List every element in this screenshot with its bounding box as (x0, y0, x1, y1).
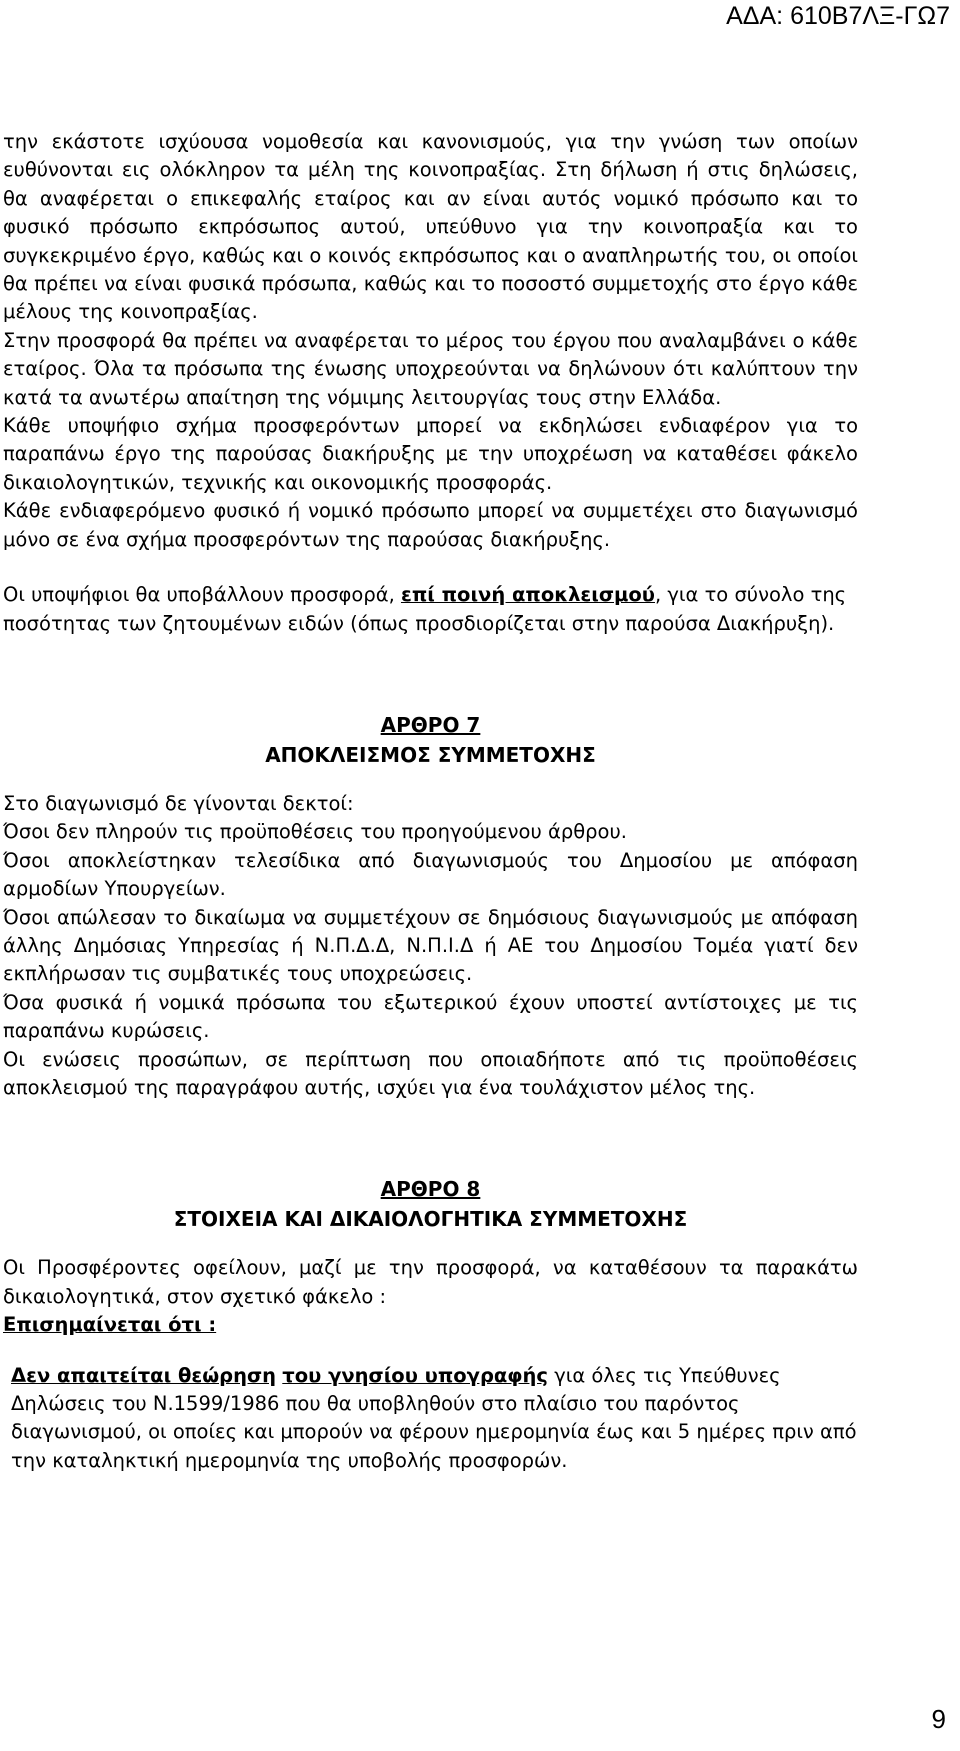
note-rest: για όλες τις Υπεύθυνες Δηλώσεις του Ν.1599/1986 που θα υποβληθούν στο πλαίσιο του παρόντος διαγωνισμού, οι οποίες και μπορούν να φέρουν ημερομηνία έως και 5 ημέρες πριν από την καταληκτική ημερομηνία της υποβολής προσφορών. (11, 1363, 857, 1472)
paragraph-partner-share: Στην προσφορά θα πρέπει να αναφέρεται το μέρος του έργου που αναλαμβάνει ο κάθε εταίρος. Όλα τα πρόσωπα της ένωσης υποχρεούνται να δηλώνουν ότι καλύπτουν την κατά τα ανωτέρω απαίτηση της νόμιμης λειτουργίας τους στην Ελλάδα. (3, 328, 858, 409)
note-signature: του γνησίου υπογραφής (282, 1363, 548, 1387)
page-number: 9 (931, 1704, 946, 1734)
note-no-certification: Δεν απαιτείται θεώρηση (11, 1363, 277, 1387)
article-8-note (3, 1362, 858, 1476)
paragraph-full-quantity (3, 581, 858, 638)
article-7-item: Όσοι αποκλείστηκαν τελεσίδικα από διαγωνισμούς του Δημοσίου με απόφαση αρμοδίων Υπουργείων. (3, 848, 858, 901)
article-8-notice: Επισημαίνεται ότι : (3, 1313, 217, 1337)
article-7-item: Όσοι δεν πληρούν τις προϋποθέσεις του προηγούμενου άρθρου. (3, 820, 627, 844)
article-7-intro: Στο διαγωνισμό δε γίνονται δεκτοί: (3, 791, 354, 815)
article-7-item: Όσα φυσικά ή νομικά πρόσωπα του εξωτερικού έχουν υποστεί αντίστοιχες με τις παραπάνω κυρώσεις. (3, 990, 858, 1043)
para5-after: , για το σύνολο της ποσότητας των ζητουμένων ειδών (όπως προσδιορίζεται στην παρούσα Διακήρυξη). (3, 583, 847, 635)
document-body (3, 128, 858, 1475)
para5-before: Οι υποψήφιοι θα υποβάλλουν προσφορά, (3, 583, 401, 607)
article-7-heading (3, 710, 858, 770)
para5-emphasis: επί ποινή αποκλεισμού (400, 583, 655, 607)
paragraph-candidate-scheme: Κάθε υποψήφιο σχήμα προσφερόντων μπορεί να εκδηλώσει ενδιαφέρον για το παραπάνω έργο της παρούσας διακήρυξης με την υποχρέωση να καταθέσει φάκελο δικαιολογητικών, τεχνικής και οικονομικής προσφοράς. (3, 414, 858, 494)
article-8-heading (3, 1174, 858, 1234)
article-8-subtitle: ΣΤΟΙΧΕΙΑ ΚΑΙ ΔΙΚΑΙΟΛΟΓΗΤΙΚΑ ΣΥΜΜΕΤΟΧΗΣ (173, 1207, 688, 1232)
article-7-subtitle: ΑΠΟΚΛΕΙΣΜΟΣ ΣΥΜΜΕΤΟΧΗΣ (265, 742, 596, 767)
paragraph-consortium-declaration: την εκάστοτε ισχύουσα νομοθεσία και κανονισμούς, για την γνώση των οποίων ευθύνονται εις ολόκληρον τα μέλη της κοινοπραξίας. Στη δήλωση ή στις δηλώσεις, θα αναφέρεται ο επικεφαλής εταίρος και αν είναι αυτός νομικό πρόσωπο και το φυσικό πρόσωπο εκπρόσωπος αυτού, υπεύθυνο για την κοινοπραξία και το συγκεκριμένο έργο, καθώς και ο κοινός εκπρόσωπος και ο αναπληρωτής του, οι οποίοι θα πρέπει να είναι φυσικά πρόσωπα, καθώς και το ποσοστό συμμετοχής στο έργο κάθε μέλους της κοινοπραξίας. (3, 130, 858, 324)
article-7-item: Όσοι απώλεσαν το δικαίωμα να συμμετέχουν σε δημόσιους διαγωνισμούς με απόφαση άλλης Δημόσιας Υπηρεσίας ή Ν.Π.Δ.Δ, Ν.Π.Ι.Δ ή ΑΕ του Δημοσίου Τομέα γιατί δεν εκπλήρωσαν τις συμβατικές τους υποχρεώσεις. (3, 905, 858, 986)
article-8-title: ΑΡΘΡΟ 8 (380, 1177, 481, 1202)
article-7-title: ΑΡΘΡΟ 7 (380, 712, 481, 737)
paragraph-single-scheme: Κάθε ενδιαφερόμενο φυσικό ή νομικό πρόσωπο μπορεί να συμμετέχει στο διαγωνισμό μόνο σε ένα σχήμα προσφερόντων της παρούσας διακήρυξης. (3, 499, 858, 551)
article-7-item: Οι ενώσεις προσώπων, σε περίπτωση που οποιαδήποτε από τις προϋποθέσεις αποκλεισμού της παραγράφου αυτής, ισχύει για ένα τουλάχιστον μέλος της. (3, 1047, 858, 1099)
ada-code: ΑΔΑ: 610Β7ΛΞ-ΓΩ7 (726, 2, 950, 30)
article-8-intro: Οι Προσφέροντες οφείλουν, μαζί με την προσφορά, να καταθέσουν τα παρακάτω δικαιολογητικά, στον σχετικό φάκελο : (3, 1256, 858, 1308)
